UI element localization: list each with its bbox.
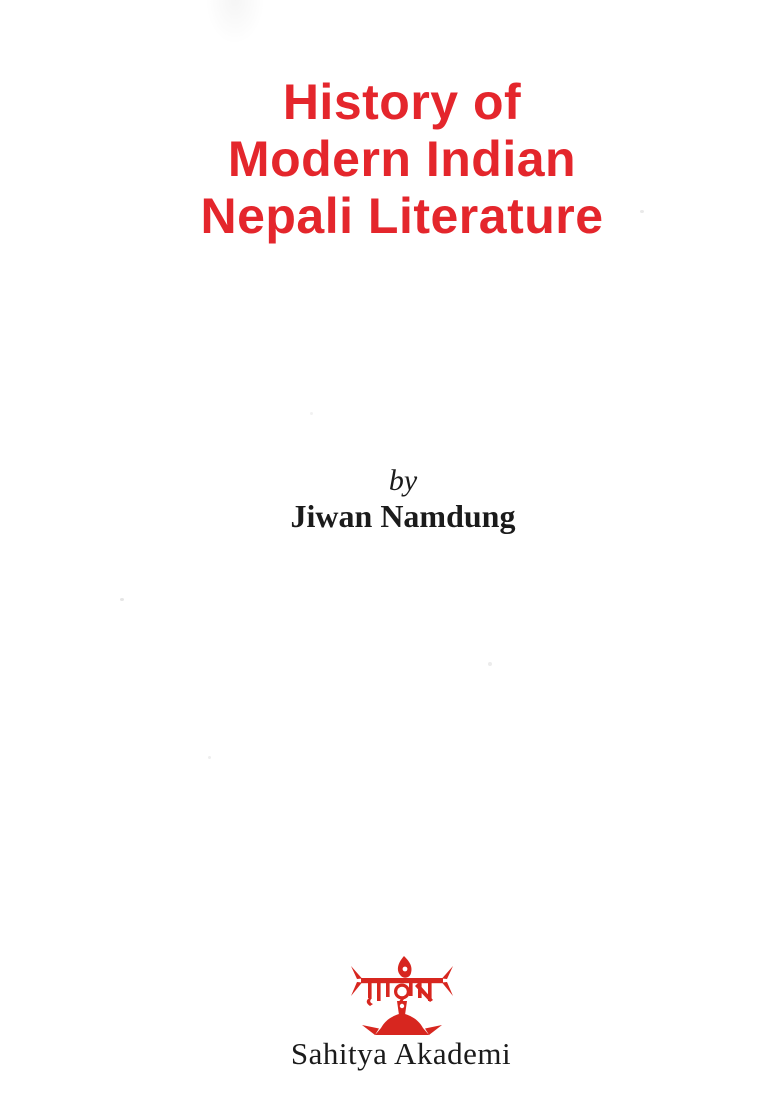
scan-shading: [205, 0, 265, 45]
book-title-line-1: History of: [282, 74, 522, 130]
book-title-line-2: Modern Indian: [227, 131, 577, 187]
scan-speck: [488, 662, 492, 666]
book-title: [12, 74, 780, 245]
scan-speck: [640, 210, 644, 213]
scan-speck: [310, 412, 313, 415]
scan-speck: [208, 756, 211, 759]
lamp-emblem-icon: [351, 956, 453, 1036]
book-title-line-3: Nepali Literature: [200, 188, 604, 244]
author-name: Jiwan Namdung: [290, 498, 516, 534]
scan-speck: [120, 598, 124, 601]
sahitya-akademi-logo-icon: [351, 956, 453, 1036]
byline-label: by: [388, 464, 418, 497]
publisher-name: Sahitya Akademi: [290, 1036, 512, 1071]
